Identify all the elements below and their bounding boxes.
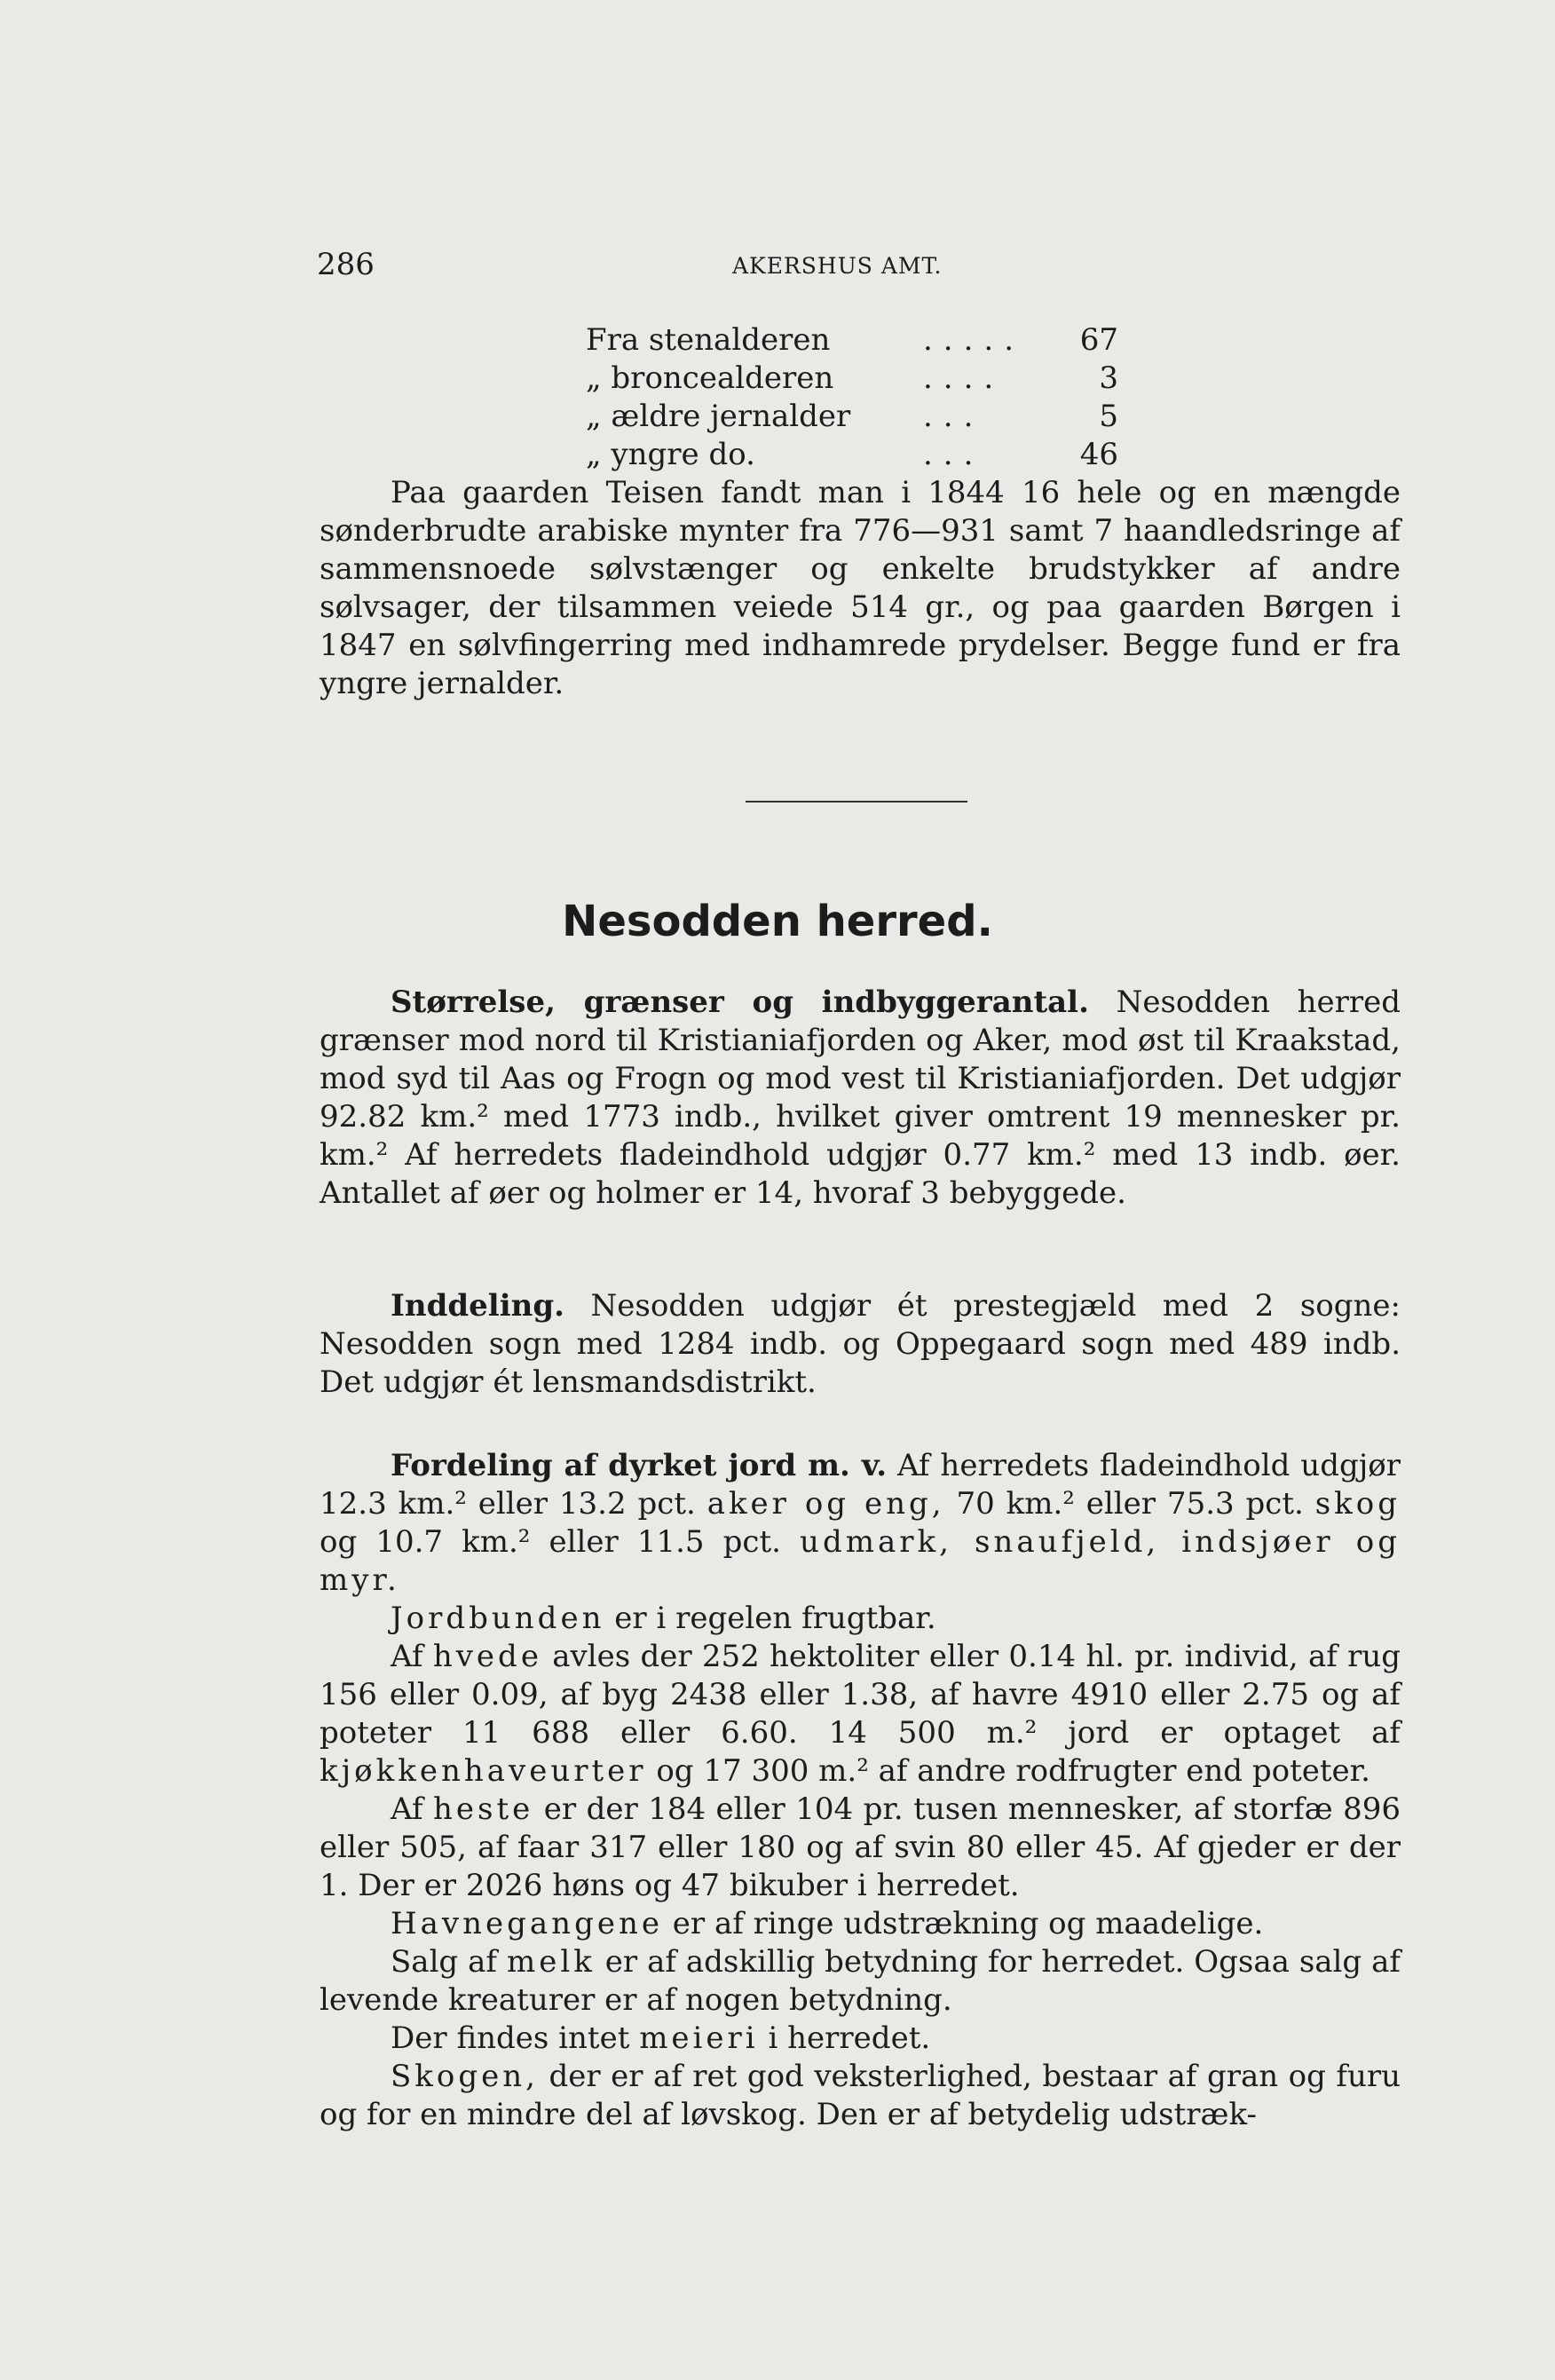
- intro-section: [320, 474, 1401, 703]
- finds-value: 67: [1079, 322, 1118, 358]
- page-number: 286: [317, 247, 375, 282]
- livestock-text: Af: [391, 1791, 434, 1827]
- finds-list: [586, 321, 1136, 474]
- dairy-text: Der findes intet: [391, 2020, 640, 2056]
- milk-term: melk: [506, 1944, 596, 1980]
- milk-paragraph: [320, 1943, 1401, 2020]
- crops-text: Af: [391, 1639, 433, 1674]
- running-header: AKERSHUS AMT.: [732, 253, 943, 279]
- forest-paragraph: [320, 2058, 1401, 2134]
- milk-text: Salg af: [391, 1944, 507, 1980]
- livestock-term: heste: [433, 1791, 534, 1827]
- crops-text: og 17 300 m.² af andre rodfrugter end poteter.: [646, 1753, 1370, 1789]
- land-heading: Fordeling af dyrket jord m. v.: [391, 1448, 888, 1483]
- section-title: Nesodden herred.: [562, 897, 993, 946]
- size-text: Nesodden herred grænser mod nord til Kristianiafjorden og Aker, mod øst til Kraakstad, mod syd til Aas og Frogn og mod vest til Kristianiafjorden. Det udgjør 92.82 km.² med 1773 indb., hvilket giver omtrent 19 mennesker pr. km.² Af herredets fladeindhold udgjør 0.77 km.² med 13 indb. øer. Antallet af øer og holmer er 14, hvoraf 3 bebyggede.: [320, 984, 1401, 1211]
- milk-text: er af adskillig betydning for herredet. Ogsaa salg af levende kreaturer er af nogen betydning.: [320, 1944, 1401, 2018]
- pasture-paragraph: [320, 1905, 1401, 1943]
- land-text: og 10.7 km.² eller 11.5 pct.: [320, 1524, 801, 1560]
- land-term: aker og eng,: [706, 1486, 945, 1522]
- finds-value: 46: [1079, 437, 1118, 472]
- section-divider: [746, 801, 967, 803]
- crops-term: kjøkkenhaveurter: [320, 1753, 647, 1789]
- dairy-paragraph: [320, 2020, 1401, 2058]
- land-text: Af herredets fladeindhold udgjør 12.3 km.² eller 13.2 pct.: [320, 1448, 1401, 1522]
- division-section: [320, 1287, 1401, 1402]
- land-term: skog: [1314, 1486, 1401, 1522]
- crops-term: hvede: [432, 1639, 542, 1674]
- forest-term: Skogen,: [391, 2059, 539, 2094]
- pasture-term: Havnegangene: [391, 1906, 663, 1941]
- land-text: 70 km.² eller 75.3 pct.: [944, 1486, 1315, 1522]
- land-paragraph: [320, 1447, 1401, 1600]
- dairy-term: meieri: [639, 2020, 759, 2056]
- finds-leader: ...: [923, 437, 984, 472]
- finds-value: 5: [1099, 399, 1118, 434]
- finds-value: 3: [1099, 360, 1118, 396]
- crops-text: avles der 252 hektoliter eller 0.14 hl. pr. individ, af rug 156 eller 0.09, af byg 2438 eller 1.38, af havre 4910 eller 2.75 og af poteter 11 688 eller 6.60. 14 500 m.² jord er optaget af: [320, 1639, 1401, 1751]
- forest-text: der er af ret god veksterlighed, bestaar af gran og furu og for en mindre del af løvskog. Den er af betydelig udstræk-: [320, 2059, 1401, 2132]
- division-text: Nesodden udgjør ét prestegjæld med 2 sogne: Nesodden sogn med 1284 indb. og Oppegaard sogn med 489 indb. Det udgjør ét lensmandsdistrikt.: [320, 1288, 1401, 1400]
- soil-term: Jordbunden: [391, 1601, 605, 1636]
- division-paragraph: [320, 1287, 1401, 1402]
- crops-paragraph: [320, 1638, 1401, 1791]
- size-paragraph: [320, 984, 1401, 1213]
- size-heading: Størrelse, grænser og indbyggerantal.: [391, 984, 1089, 1020]
- finds-row: [586, 436, 1136, 474]
- livestock-paragraph: [320, 1791, 1401, 1905]
- intro-paragraph: Paa gaarden Teisen fandt man i 1844 16 hele og en mængde sønderbrudte arabiske mynter fra 776—931 samt 7 haandledsringe af sammensnoede sølvstænger og enkelte brudstykker af andre sølvsager, der tilsammen veiede 514 gr., og paa gaarden Børgen i 1847 en sølvfingerring med indhamrede prydelser. Begge fund er fra yngre jernalder.: [320, 475, 1401, 701]
- dairy-text: i herredet.: [758, 2020, 931, 2056]
- finds-label: „ broncealderen: [586, 360, 834, 396]
- pasture-text: er af ringe udstrækning og maadelige.: [662, 1906, 1264, 1941]
- finds-row: [586, 360, 1136, 398]
- finds-label: „ yngre do.: [586, 437, 755, 472]
- livestock-text: er der 184 eller 104 pr. tusen mennesker, af storfæ 896 eller 505, af faar 317 eller 180 og af svin 80 eller 45. Af gjeder er der 1. Der er 2026 høns og 47 bikuber i herredet.: [320, 1791, 1401, 1903]
- finds-label: Fra stenalderen: [586, 322, 831, 358]
- land-section: [320, 1447, 1401, 2134]
- finds-leader: .....: [923, 322, 1025, 358]
- finds-row: [586, 321, 1136, 360]
- finds-leader: ...: [923, 399, 984, 434]
- soil-paragraph: [320, 1600, 1401, 1638]
- land-term: udmark, snaufjeld, indsjøer og myr.: [320, 1524, 1401, 1598]
- size-section: [320, 984, 1401, 1213]
- finds-row: [586, 398, 1136, 436]
- division-heading: Inddeling.: [391, 1288, 564, 1324]
- finds-label: „ ældre jernalder: [586, 399, 851, 434]
- finds-leader: ....: [923, 360, 1005, 396]
- soil-text: er i regelen frugtbar.: [604, 1601, 936, 1636]
